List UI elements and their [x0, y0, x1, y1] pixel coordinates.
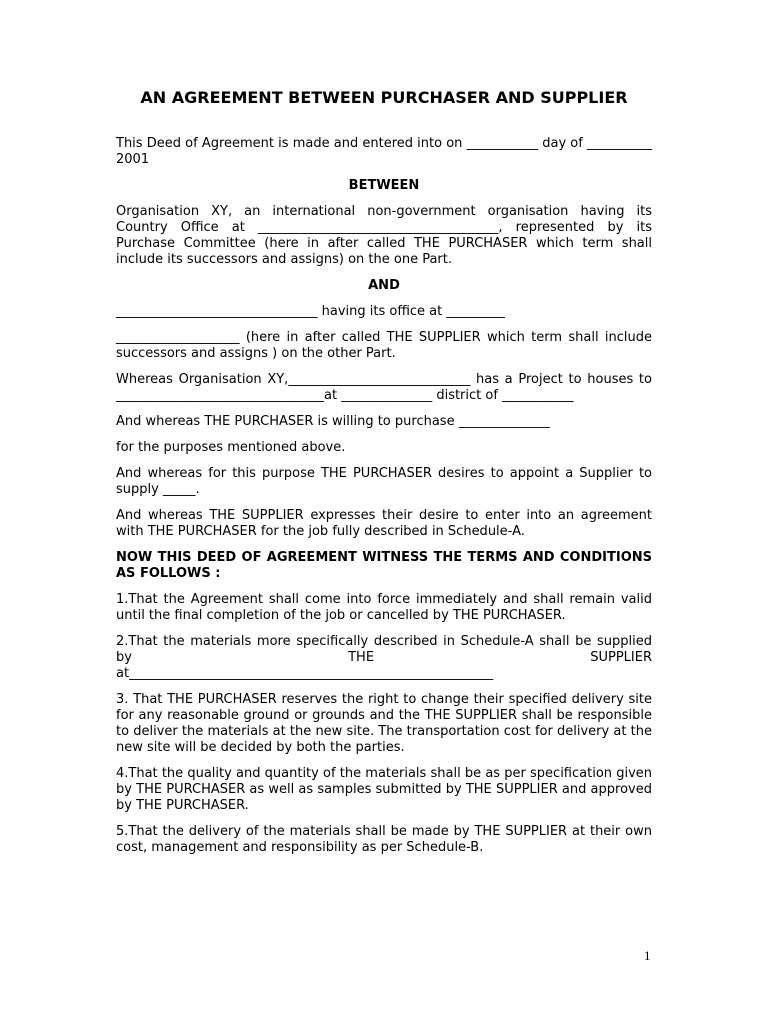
paragraph-supplier-desire: And whereas THE SUPPLIER expresses their desire to enter into an agreement with THE PURCHASER for the job fully described in Schedule-A.: [116, 508, 652, 539]
heading-between: BETWEEN: [348, 178, 420, 193]
paragraph-whereas-purchase: And whereas THE PURCHASER is willing to purchase ______________: [116, 414, 550, 429]
paragraph-purchaser: Organisation XY, an international non-government organisation having its Country Office at _____________________________________, represented by its Purchase Committee (here in after called THE PURCHASER which term shall include its successors and assigns) on the one Part.: [116, 204, 652, 267]
paragraph-purposes: for the purposes mentioned above.: [116, 440, 346, 455]
clause-1: 1.That the Agreement shall come into force immediately and shall remain valid until the final completion of the job or cancelled by THE PURCHASER.: [116, 592, 652, 623]
clause-3: 3. That THE PURCHASER reserves the right to change their specified delivery site for any reasonable ground or grounds and the THE SUPPLIER shall be responsible to deliver the materials at the new site. The transportation cost for delivery at the new site will be decided by both the parties.: [116, 692, 652, 755]
paragraph-supplier-office: _______________________________ having its office at _________: [116, 304, 505, 319]
paragraph-supplier: ___________________ (here in after called THE SUPPLIER which term shall include successors and assigns ) on the other Part.: [116, 330, 652, 361]
document-body: [116, 87, 652, 866]
heading-and: AND: [368, 278, 400, 293]
clause-4: 4.That the quality and quantity of the materials shall be as per specification given by THE PURCHASER as well as samples submitted by THE SUPPLIER and approved by THE PURCHASER.: [116, 766, 652, 813]
clause-2: 2.That the materials more specifically described in Schedule-A shall be supplied by THE SUPPLIER: [116, 634, 652, 665]
document-title: AN AGREEMENT BETWEEN PURCHASER AND SUPPLIER: [140, 88, 628, 107]
clause-2-delivery-line: at________________________________________________________: [116, 666, 494, 681]
clause-5: 5.That the delivery of the materials shall be made by THE SUPPLIER at their own cost, management and responsibility as per Schedule-B.: [116, 824, 652, 855]
paragraph-terms-heading: NOW THIS DEED OF AGREEMENT WITNESS THE TERMS AND CONDITIONS AS FOLLOWS :: [116, 550, 652, 581]
paragraph-intro: This Deed of Agreement is made and entered into on ___________ day of __________ 2001: [116, 136, 652, 167]
page-number: 1: [644, 948, 651, 963]
paragraph-whereas-project: Whereas Organisation XY,____________________________ has a Project to houses to ________________________________at ______________ district of ___________: [116, 372, 652, 403]
paragraph-appoint-supplier: And whereas for this purpose THE PURCHASER desires to appoint a Supplier to supply _____.: [116, 466, 652, 497]
